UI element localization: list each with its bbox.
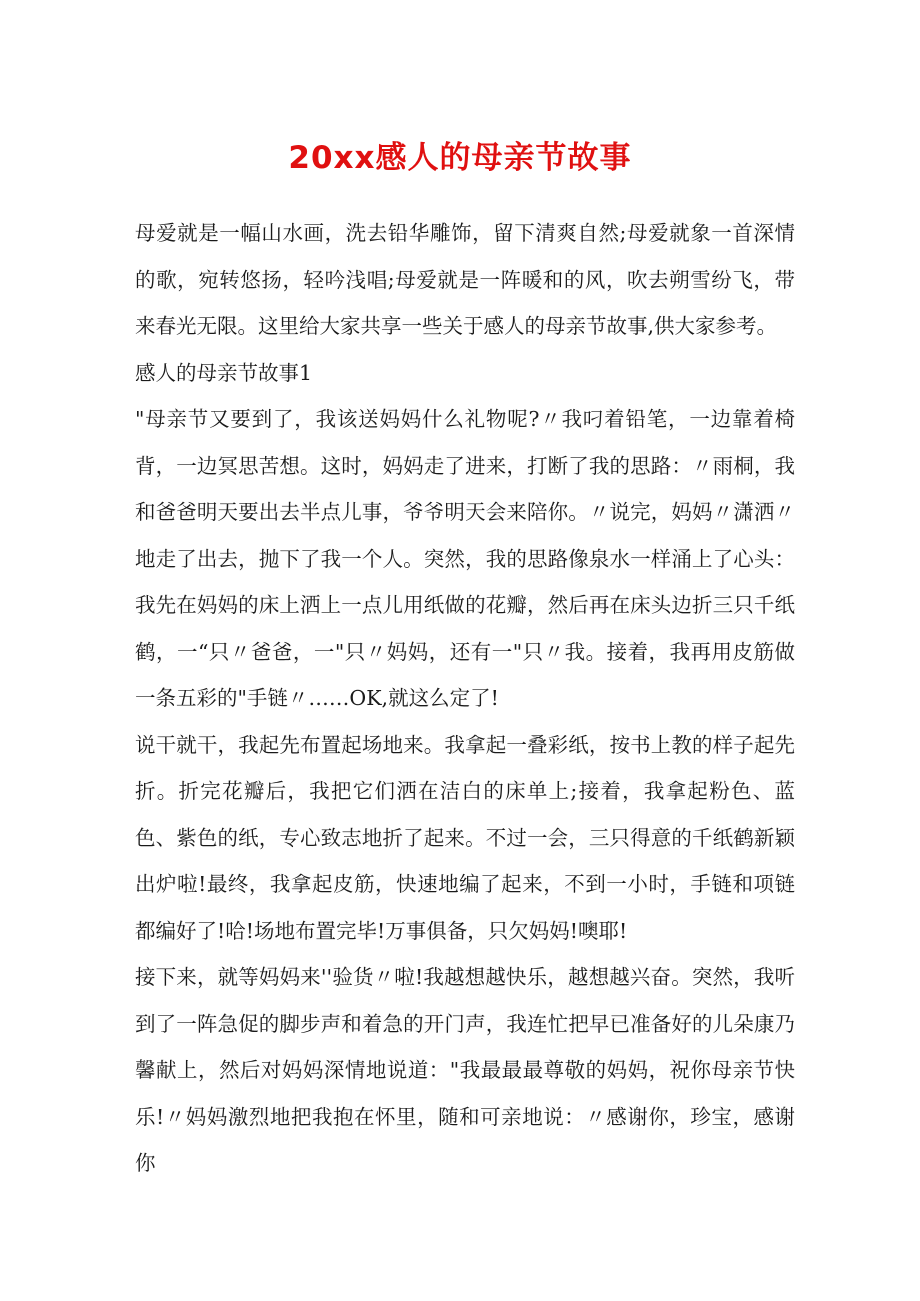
intro-paragraph: 母爱就是一幅山水画，洗去铅华雕饰，留下清爽自然;母爱就象一首深情的歌，宛转悠扬，轻吟浅唱;母爱就是一阵暖和的风，吹去朔雪纷飞，带来春光无限。这里给大家共享一些关于感人的母亲节故事,供大家参考。: [135, 221, 795, 338]
story-paragraph: "母亲节又要到了，我该送妈妈什么礼物呢?〃我叼着铅笔，一边靠着椅背，一边冥思苦想。这时，妈妈走了进来，打断了我的思路：〃雨桐，我和爸爸明天要出去半点儿事，爷爷明天会来陪你。〃说完，妈妈〃潇洒〃地走了出去，抛下了我一个人。突然，我的思路像泉水一样涌上了心头：我先在妈妈的床上洒上一点儿用纸做的花瓣，然后再在床头边折三只千纸鹤，一“只〃爸爸，一"只〃妈妈，还有一"只〃我。接着，我再用皮筋做一条五彩的"手链〃……OK,就这么定了!: [135, 407, 795, 710]
story-paragraph: 说干就干，我起先布置起场地来。我拿起一叠彩纸，按书上教的样子起先折。折完花瓣后，我把它们洒在洁白的床单上;接着，我拿起粉色、蓝色、紫色的纸，专心致志地折了起来。不过一会，三只得意的千纸鹤新颖出炉啦!最终，我拿起皮筋，快速地编了起来，不到一小时，手链和项链都编好了!哈!场地布置完毕!万事俱备，只欠妈妈!噢耶!: [135, 732, 795, 943]
section-heading: 感人的母亲节故事1: [135, 360, 313, 385]
document-title: 20xx感人的母亲节故事: [288, 140, 632, 176]
document-body: [135, 210, 795, 1187]
story-paragraph: 接下来，就等妈妈来''验货〃啦!我越想越快乐，越想越兴奋。突然，我听到了一阵急促的脚步声和着急的开门声，我连忙把早已准备好的儿朵康乃馨献上，然后对妈妈深情地说道："我最最最尊敬的妈妈，祝你母亲节快乐!〃妈妈激烈地把我抱在怀里，随和可亲地说：〃感谢你，珍宝，感谢你: [135, 965, 795, 1175]
